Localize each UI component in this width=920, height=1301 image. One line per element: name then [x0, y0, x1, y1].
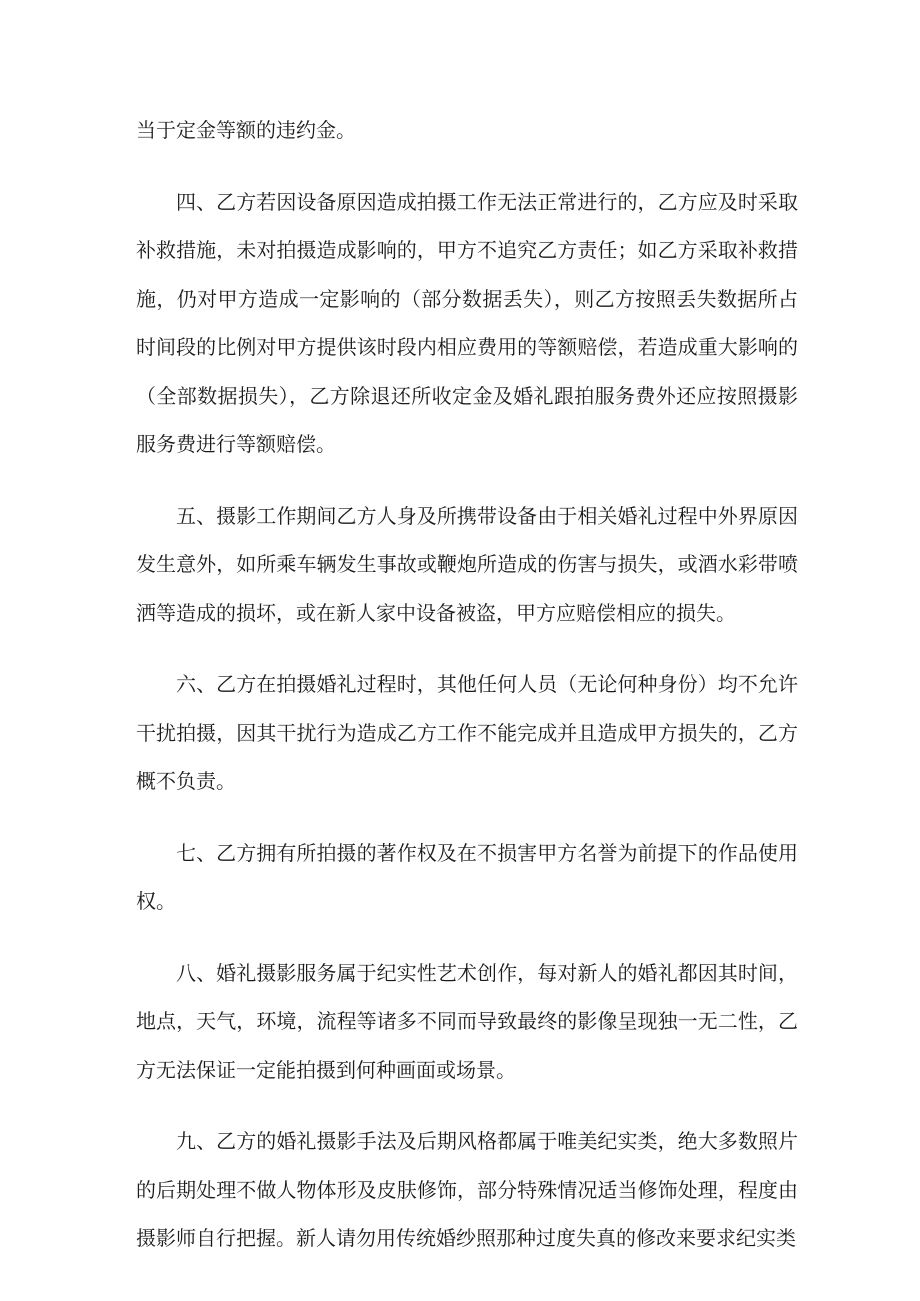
- paragraph-clause-6: 六、乙方在拍摄婚礼过程时，其他任何人员（无论何种身份）均不允许干扰拍摄，因其干扰行为造成乙方工作不能完成并且造成甲方损失的，乙方概不负责。: [136, 672, 798, 793]
- document-body: [136, 106, 798, 1286]
- paragraph-continuation: 当于定金等额的违约金。: [136, 118, 356, 142]
- paragraph-clause-5: 五、摄影工作期间乙方人身及所携带设备由于相关婚礼过程中外界原因发生意外，如所乘车辆发生事故或鞭炮所造成的伤害与损失，或酒水彩带喷洒等造成的损坏，或在新人家中设备被盗，甲方应赔偿相应的损失。: [136, 503, 798, 625]
- paragraph-clause-9: 九、乙方的婚礼摄影手法及后期风格都属于唯美纪实类，绝大多数照片的后期处理不做人物体形及皮肤修饰，部分特殊情况适当修饰处理，程度由摄影师自行把握。新人请勿用传统婚纱照那种过度失真的修改来要求纪实类: [136, 1129, 798, 1250]
- paragraph-clause-7: 七、乙方拥有所拍摄的著作权及在不损害甲方名誉为前提下的作品使用权。: [136, 840, 798, 913]
- paragraph-clause-8: 八、婚礼摄影服务属于纪实性艺术创作，每对新人的婚礼都因其时间，地点，天气，环境，流程等诸多不同而导致最终的影像呈现独一无二性，乙方无法保证一定能拍摄到何种画面或场景。: [136, 960, 798, 1082]
- paragraph-clause-4: 四、乙方若因设备原因造成拍摄工作无法正常进行的，乙方应及时采取补救措施，未对拍摄造成影响的，甲方不追究乙方责任；如乙方采取补救措施，仍对甲方造成一定影响的（部分数据丢失），则乙方按照丢失数据所占时间段的比例对甲方提供该时段内相应费用的等额赔偿，若造成重大影响的（全部数据损失），乙方除退还所收定金及婚礼跟拍服务费外还应按照摄影服务费进行等额赔偿。: [136, 189, 798, 456]
